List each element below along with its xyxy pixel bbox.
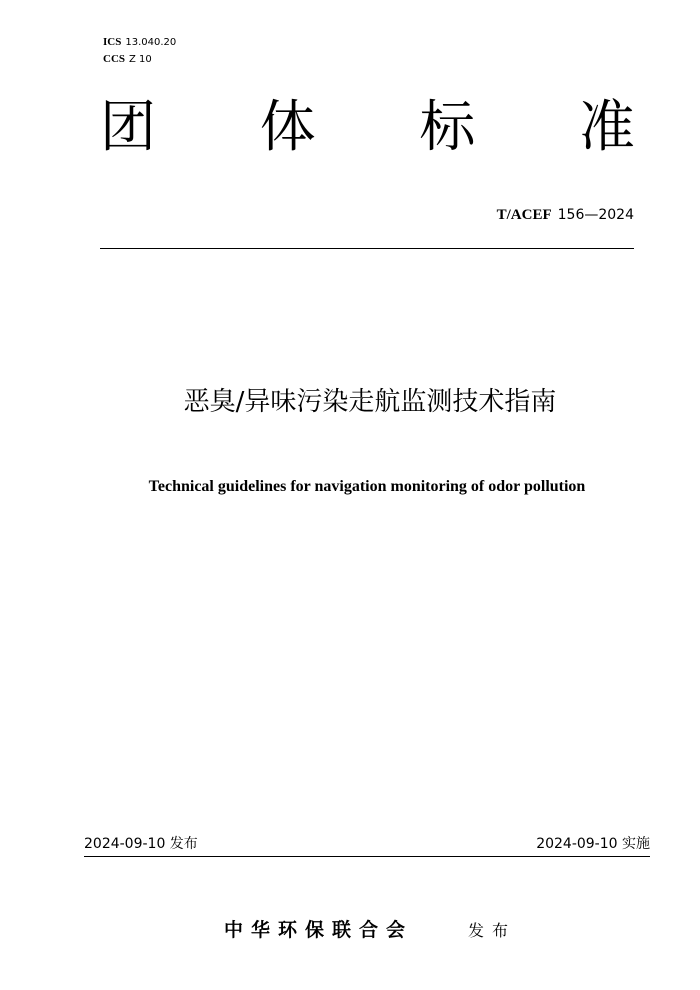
standard-number: [497, 207, 634, 224]
classification-codes: [103, 34, 176, 68]
standard-prefix: T/ACEF: [496, 207, 552, 223]
top-divider: [100, 248, 634, 249]
ccs-label: CCS: [103, 53, 126, 65]
title-char-4: 准: [578, 95, 635, 160]
ics-value: 13.040.20: [125, 37, 177, 48]
release-date: 2024-09-10 发布: [84, 836, 198, 852]
title-char-3: 标: [419, 95, 476, 160]
document-title-zh: 恶臭/异味污染走航监测技术指南: [183, 387, 557, 417]
title-char-2: 体: [259, 95, 316, 160]
title-char-1: 团: [100, 95, 156, 160]
standard-code: 156—2024: [557, 207, 634, 223]
bottom-divider: [84, 856, 650, 857]
standard-type-title: [100, 88, 635, 168]
ics-label: ICS: [103, 36, 122, 48]
publisher-name: 中华环保联合会: [224, 919, 414, 941]
ics-row: [103, 34, 176, 51]
implementation-date: 2024-09-10 实施: [536, 836, 650, 852]
publish-label: 发布: [468, 921, 517, 940]
ccs-row: [103, 51, 176, 68]
document-title-en: Technical guidelines for navigation monitoring of odor pollution: [148, 478, 586, 495]
ccs-value: Z 10: [129, 54, 152, 65]
